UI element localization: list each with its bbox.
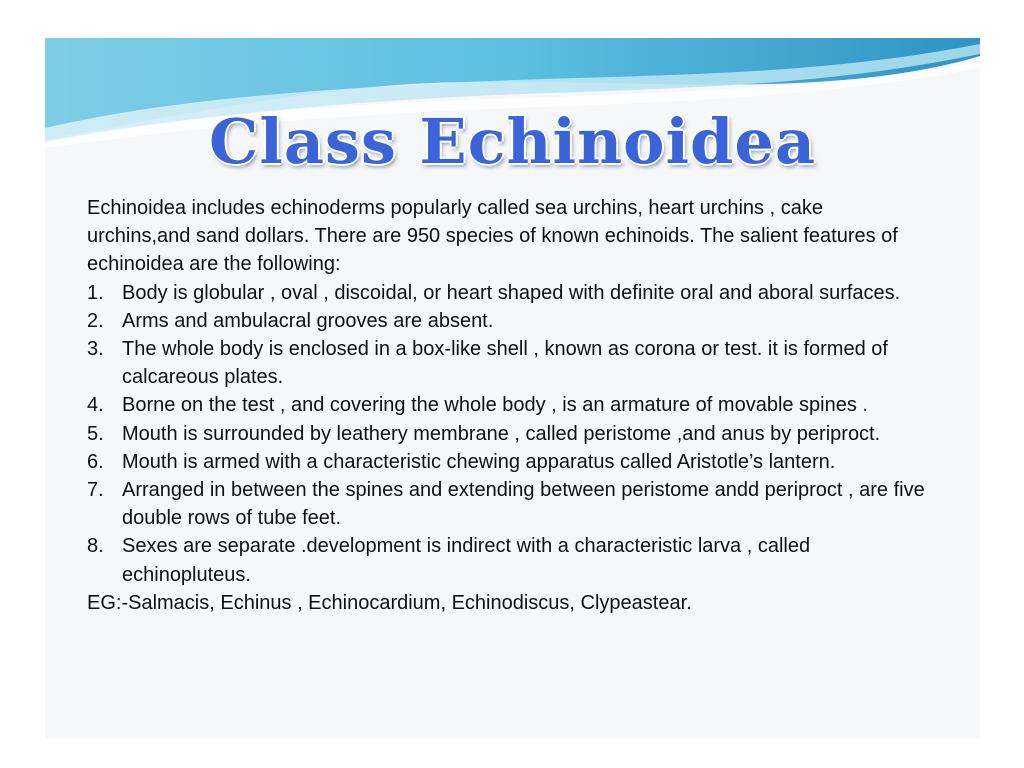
list-item-text: Body is globular , oval , discoidal, or heart shaped with definite oral and aboral surfaces. [122,281,901,304]
list-item [87,307,927,335]
list-item-text: Borne on the test , and covering the whole body , is an armature of movable spines . [122,394,868,417]
list-item-number: 7. [87,479,104,502]
list-item-number: 3. [87,338,104,361]
list-item [87,532,927,588]
list-item-number: 1. [87,281,104,304]
slide-body [87,194,927,617]
list-item [87,279,927,307]
list-item-text: Mouth is armed with a characteristic chewing apparatus called Aristotle’s lantern. [122,450,836,473]
list-item-number: 4. [87,394,104,417]
list-item [87,420,927,448]
list-item-text: Arranged in between the spines and extending between peristome andd periproct , are five double rows of tube feet. [122,479,925,530]
list-item-text: Arms and ambulacral grooves are absent. [122,309,494,332]
list-item-number: 8. [87,535,104,558]
slide-title: Class Echinoidea [208,105,817,178]
intro-paragraph: Echinoidea includes echinoderms popularly called sea urchins, heart urchins , cake urchins,and sand dollars. There are 950 species of known echinoids. The salient features of echinoidea are the following: [87,197,898,276]
list-item [87,391,927,419]
examples-line: EG:-Salmacis, Echinus , Echinocardium, Echinodiscus, Clypeastear. [87,591,692,614]
features-list [87,279,927,589]
list-item-text: Sexes are separate .development is indirect with a characteristic larva , called echinopluteus. [122,535,811,586]
list-item [87,448,927,476]
list-item-text: The whole body is enclosed in a box-like shell , known as corona or test. it is formed of calcareous plates. [122,338,888,389]
list-item [87,476,927,532]
list-item-number: 5. [87,422,104,445]
list-item-number: 2. [87,309,104,332]
slide [45,38,980,738]
list-item [87,335,927,391]
list-item-text: Mouth is surrounded by leathery membrane , called peristome ,and anus by periproct. [122,422,881,445]
list-item-number: 6. [87,450,104,473]
